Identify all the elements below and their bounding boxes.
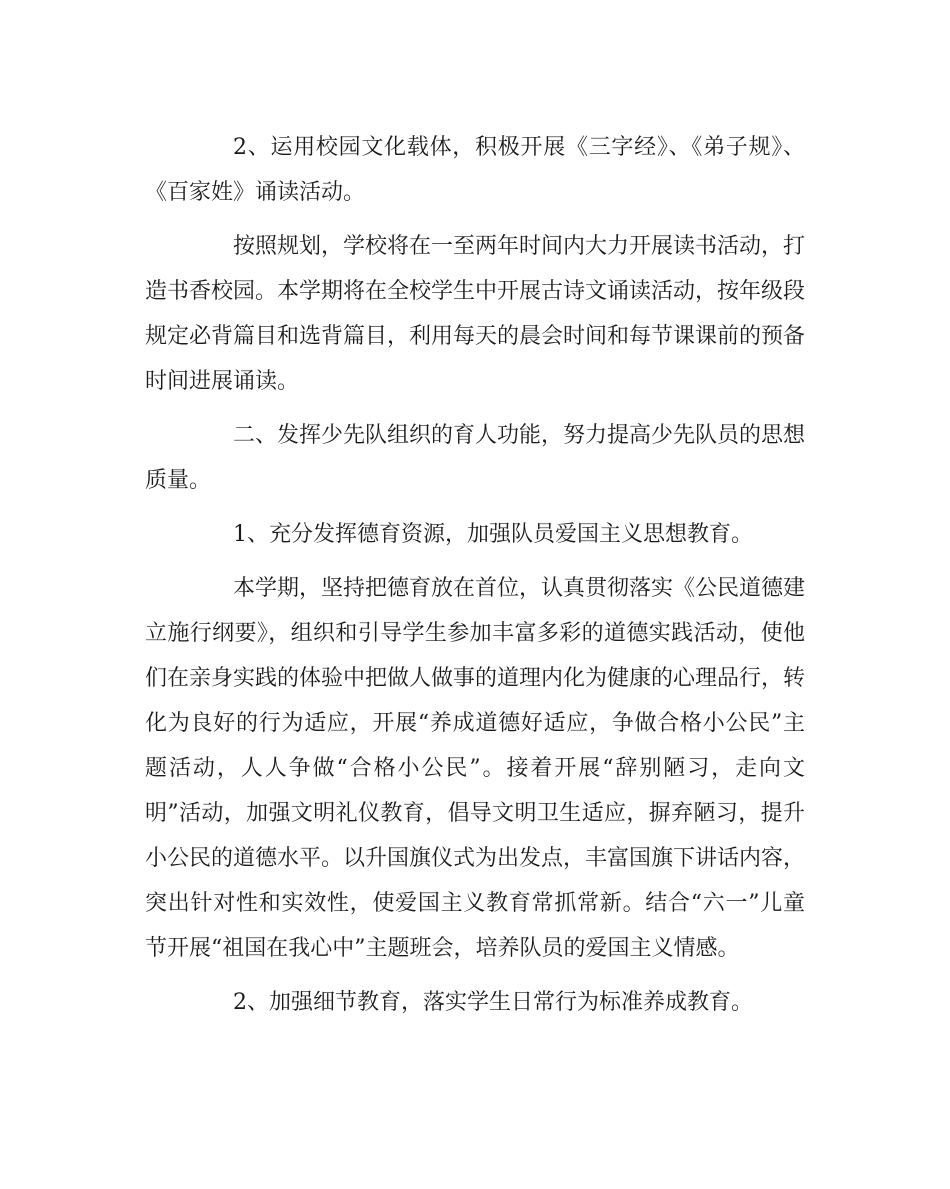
paragraph-patriotic-education: 1、充分发挥德育资源，加强队员爱国主义思想教育。 [233,522,753,547]
paragraph-reading-plan: 按照规划，学校将在一至两年时间内大力开展读书活动，打造书香校园。本学期将在全校学生中开展古诗文诵读活动，按年级段规定必背篇目和选背篇目，利用每天的晨会时间和每节课课前的预备时间进展诵读。 [145,234,806,394]
paragraph-moral-education: 本学期，坚持把德育放在首位，认真贯彻落实《公民道德建立施行纲要》，组织和引导学生参加丰富多彩的道德实践活动，使他们在亲身实践的体验中把做人做事的道理内化为健康的心理品行，转化为良好的行为适应，开展“养成道德好适应，争做合格小公民”主题活动，人人争做“合格小公民”。接着开展“辞别陋习，走向文明”活动，加强文明礼仪教育，倡导文明卫生适应，摒弃陋习，提升小公民的道德水平。以升国旗仪式为出发点，丰富国旗下讲话内容，突出针对性和实效性，使爱国主义教育常抓常新。结合“六一”儿童节开展“祖国在我心中”主题班会，培养队员的爱国主义情感。 [145,576,806,961]
paragraph-section-two-heading: 二、发挥少先队组织的育人功能，努力提高少先队员的思想质量。 [145,423,806,493]
paragraph-reading-activities: 2、运用校园文化载体，积极开展《三字经》、《弟子规》、《百家姓》诵读活动。 [145,135,805,205]
paragraph-detail-education: 2、加强细节教育，落实学生日常行为标准养成教育。 [233,990,753,1015]
document-body [145,125,805,1029]
